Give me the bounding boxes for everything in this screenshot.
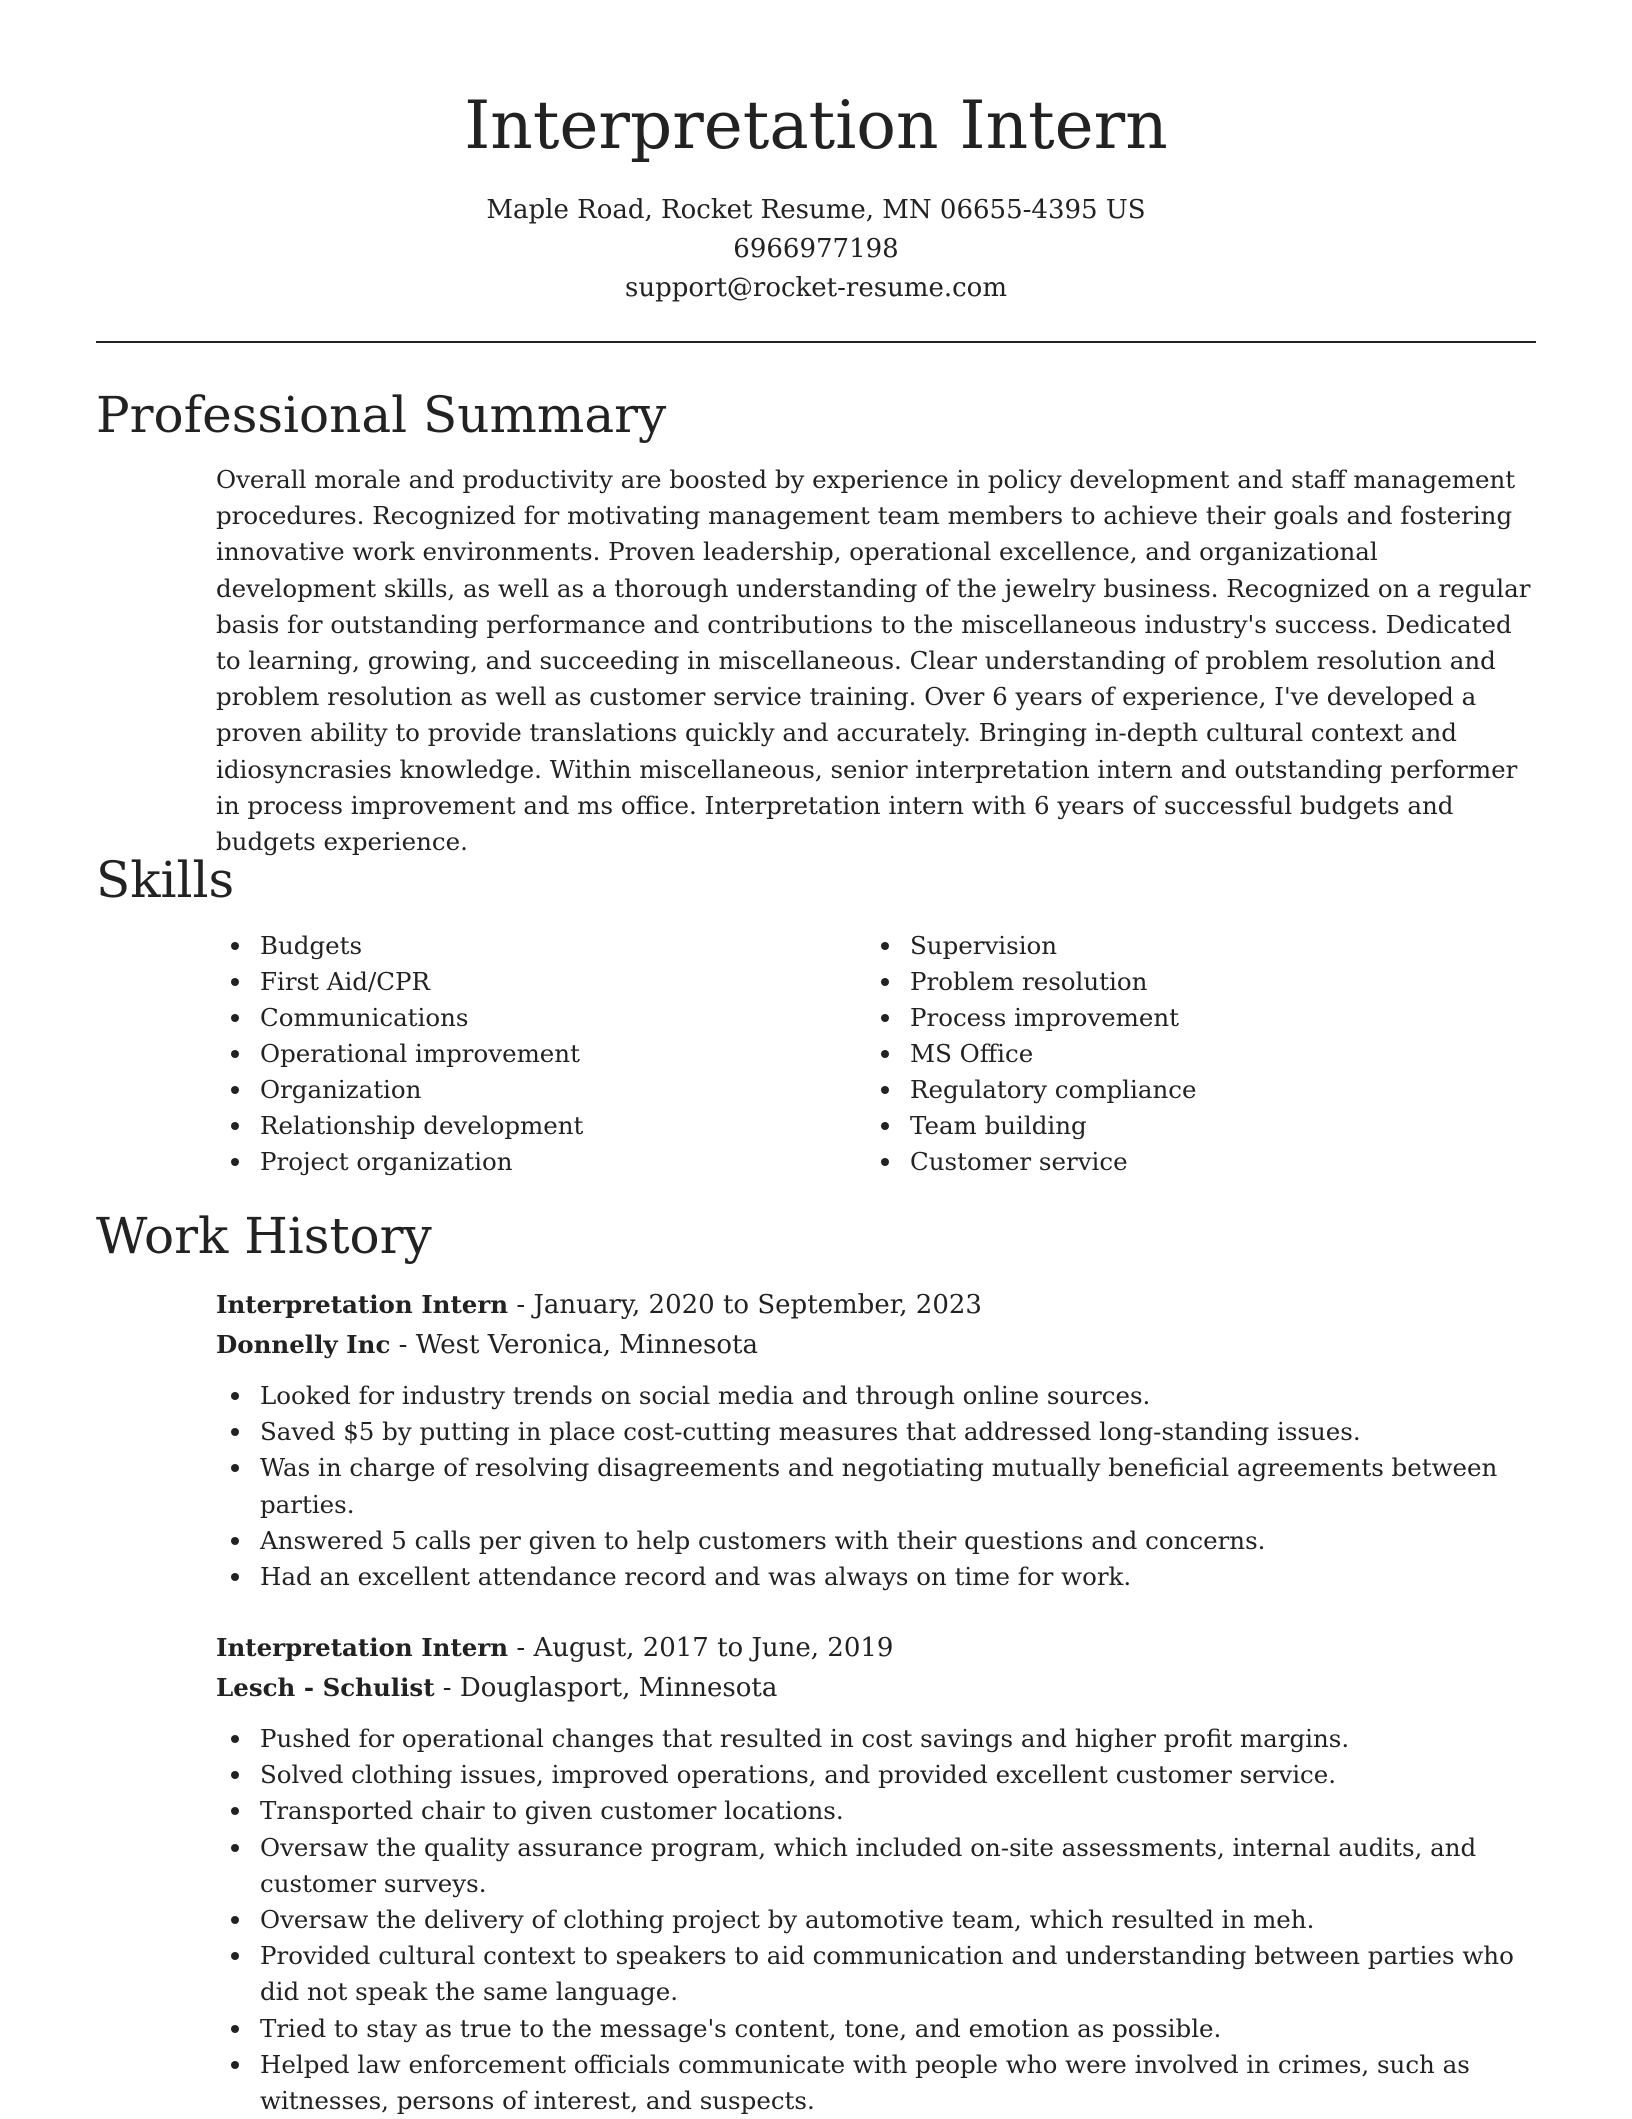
phone: 6966977198 <box>733 234 899 264</box>
job-bullet-list <box>216 1378 1538 1595</box>
job-bullet-list <box>216 1721 1538 2119</box>
skills-list-left <box>216 928 836 1180</box>
skills-list-right <box>866 928 1486 1180</box>
skill-item: Team building <box>866 1108 1486 1144</box>
job-company-line <box>216 1668 1538 1708</box>
skill-item: Communications <box>216 1000 836 1036</box>
job-bullet: Looked for industry trends on social media and through online sources. <box>216 1378 1538 1414</box>
skill-item: Operational improvement <box>216 1036 836 1072</box>
skills-heading: Skills <box>96 851 235 909</box>
job-bullet: Saved $5 by putting in place cost-cutting measures that addressed long-standing issues. <box>216 1414 1538 1450</box>
work-history-heading: Work History <box>96 1207 432 1265</box>
skill-item: Problem resolution <box>866 964 1486 1000</box>
job-location: - West Veronica, Minnesota <box>390 1330 759 1360</box>
job-bullet: Answered 5 calls per given to help customers with their questions and concerns. <box>216 1523 1538 1559</box>
skill-item: Relationship development <box>216 1108 836 1144</box>
job-bullet: Oversaw the quality assurance program, which included on-site assessments, internal audits, and customer surveys. <box>216 1830 1538 1902</box>
skill-item: Budgets <box>216 928 836 964</box>
header-divider <box>96 341 1536 343</box>
job-bullet: Transported chair to given customer locations. <box>216 1793 1538 1829</box>
skill-item: MS Office <box>866 1036 1486 1072</box>
job-title-line <box>216 1628 1538 1668</box>
job-dates: - January, 2020 to September, 2023 <box>508 1290 982 1320</box>
contact-info <box>0 191 1632 308</box>
skill-item: First Aid/CPR <box>216 964 836 1000</box>
job-bullet: Oversaw the delivery of clothing project by automotive team, which resulted in meh. <box>216 1902 1538 1938</box>
skill-item: Process improvement <box>866 1000 1486 1036</box>
skill-item: Supervision <box>866 928 1486 964</box>
job-bullet: Provided cultural context to speakers to aid communication and understanding between parties who did not speak the same language. <box>216 1938 1538 2010</box>
summary-text: Overall morale and productivity are boosted by experience in policy development and staff management procedures. Recognized for motivating management team members to achieve their goals and fostering innovative work environments. Proven leadership, operational excellence, and organizational development skills, as well as a thorough understanding of the jewelry business. Recognized on a regular basis for outstanding performance and contributions to the miscellaneous industry's success. Dedicated to learning, growing, and succeeding in miscellaneous. Clear understanding of problem resolution and problem resolution as well as customer service training. Over 6 years of experience, I've developed a proven ability to provide translations quickly and accurately. Bringing in-depth cultural context and idiosyncrasies knowledge. Within miscellaneous, senior interpretation intern and outstanding performer in process improvement and ms office. Interpretation intern with 6 years of successful budgets and budgets experience. <box>216 465 1531 857</box>
candidate-name: Interpretation Intern <box>464 87 1168 164</box>
job-bullet: Solved clothing issues, improved operations, and provided excellent customer service. <box>216 1757 1538 1793</box>
job-title-line <box>216 1285 1538 1325</box>
summary-heading: Professional Summary <box>96 386 667 444</box>
job-bullet: Was in charge of resolving disagreements and negotiating mutually beneficial agreements between parties. <box>216 1450 1538 1522</box>
skill-item: Project organization <box>216 1144 836 1180</box>
job-bullet: Helped law enforcement officials communicate with people who were involved in crimes, such as witnesses, persons of interest, and suspects. <box>216 2047 1538 2119</box>
skill-item: Regulatory compliance <box>866 1072 1486 1108</box>
address: Maple Road, Rocket Resume, MN 06655-4395 US <box>486 195 1146 225</box>
job-role: Interpretation Intern <box>216 1290 509 1319</box>
skill-item: Organization <box>216 1072 836 1108</box>
job-location: - Douglasport, Minnesota <box>434 1673 778 1703</box>
job-company-line <box>216 1325 1538 1365</box>
job-entry <box>216 1628 1538 2119</box>
job-company: Donnelly Inc <box>216 1330 391 1359</box>
job-bullet: Pushed for operational changes that resulted in cost savings and higher profit margins. <box>216 1721 1538 1757</box>
job-role: Interpretation Intern <box>216 1633 509 1662</box>
job-bullet: Had an excellent attendance record and was always on time for work. <box>216 1559 1538 1595</box>
job-entry <box>216 1285 1538 1595</box>
job-dates: - August, 2017 to June, 2019 <box>508 1633 894 1663</box>
skill-item: Customer service <box>866 1144 1486 1180</box>
job-bullet: Tried to stay as true to the message's content, tone, and emotion as possible. <box>216 2011 1538 2047</box>
job-company: Lesch - Schulist <box>216 1673 435 1702</box>
email: support@rocket-resume.com <box>624 273 1007 303</box>
